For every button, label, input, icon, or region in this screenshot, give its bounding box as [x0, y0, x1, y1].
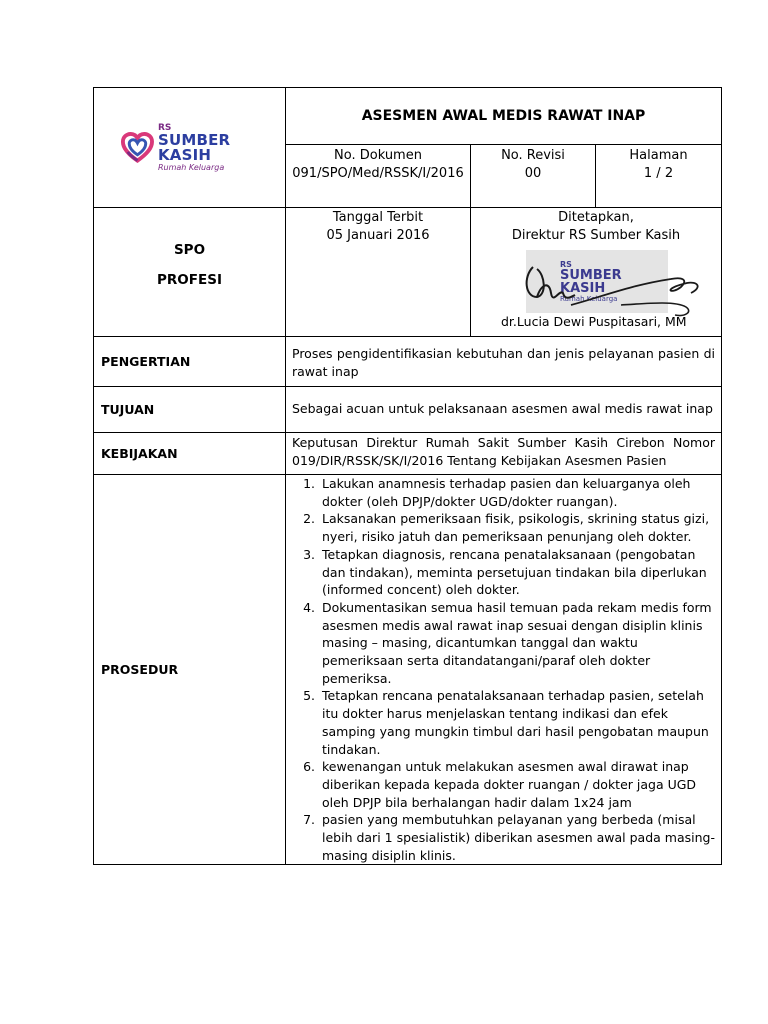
logo-cell [94, 88, 286, 208]
ditetapkan-cell [471, 208, 722, 337]
heart-logo-icon [120, 130, 155, 166]
kebijakan-label: KEBIJAKAN [101, 446, 178, 461]
tujuan-label-cell [94, 387, 286, 433]
tanggal-terbit-value: 05 Januari 2016 [326, 228, 430, 243]
no-dokumen-label: No. Dokumen [334, 148, 422, 163]
tujuan-label: TUJUAN [101, 402, 155, 417]
spo-document-table [93, 87, 722, 865]
prosedur-item: 6. kewenangan untuk melakukan asesmen awal dirawat inap diberikan kepada kepada dokter ruangan / dokter jaga UGD oleh DPJP bila berhalangan hadir dalam 1x24 jam [319, 758, 715, 811]
no-revisi-label: No. Revisi [501, 148, 565, 163]
logo-name: SUMBER KASIH [157, 130, 231, 164]
document-title-cell [286, 88, 722, 145]
hospital-logo [120, 124, 285, 172]
spo-label: SPO [173, 242, 206, 258]
pengertian-text: Proses pengidentifikasian kebutuhan dan jenis pelayanan pasien di rawat inap [292, 346, 715, 379]
prosedur-item: 2. Laksanakan pemeriksaan fisik, psikologis, skrining status gizi, nyeri, risiko jatuh dan pemeriksaan penunjang oleh dokter. [319, 510, 715, 545]
halaman-cell [596, 145, 722, 208]
spo-type-cell [94, 208, 286, 337]
ditetapkan-label: Ditetapkan, [558, 210, 634, 225]
tanggal-terbit-cell [286, 208, 471, 337]
prosedur-item: 7. pasien yang membutuhkan pelayanan yang berbeda (misal lebih dari 1 spesialistik) diberikan asesmen awal pada masing-masing disiplin klinis. [319, 811, 715, 864]
document-title: ASESMEN AWAL MEDIS RAWAT INAP [361, 108, 646, 124]
prosedur-item: 5. Tetapkan rencana penatalaksanaan terhadap pasien, setelah itu dokter harus menjelaskan tentang indikasi dan efek samping yang mungkin timbul dari hasil pengobatan maupun tindakan. [319, 687, 715, 758]
stamp-tagline: Rumah Keluarga [560, 294, 618, 303]
signer-name: dr.Lucia Dewi Puspitasari, MM [501, 314, 687, 329]
stamp-name: SUMBER KASIH [560, 267, 622, 296]
halaman-value: 1 / 2 [643, 166, 674, 181]
prosedur-item: 1. Lakukan anamnesis terhadap pasien dan keluarganya oleh dokter (oleh DPJP/dokter UGD/dokter ruangan). [319, 475, 715, 510]
no-revisi-value: 00 [524, 166, 542, 181]
profesi-label: PROFESI [157, 272, 222, 288]
prosedur-list [286, 475, 721, 864]
pengertian-label-cell [94, 337, 286, 387]
logo-rs: RS [157, 122, 172, 133]
no-dokumen-cell [286, 145, 471, 208]
tujuan-text-cell [286, 387, 722, 433]
prosedur-label-cell [94, 475, 286, 865]
prosedur-item: 4. Dokumentasikan semua hasil temuan pada rekam medis form asesmen medis awal rawat inap sesuai dengan disiplin klinis masing – masing, dicantumkan tanggal dan waktu pemeriksaan serta ditandatangani/paraf oleh dokter pemeriksa. [319, 599, 715, 688]
pengertian-text-cell [286, 337, 722, 387]
prosedur-item: 3. Tetapkan diagnosis, rencana penatalaksanaan (pengobatan dan tindakan), meminta persetujuan tindakan bila diperlukan (informed concent) oleh dokter. [319, 546, 715, 599]
tujuan-text: Sebagai acuan untuk pelaksanaan asesmen awal medis rawat inap [292, 401, 713, 416]
kebijakan-text-cell [286, 433, 722, 475]
pengertian-label: PENGERTIAN [101, 354, 191, 369]
no-revisi-cell [471, 145, 596, 208]
stamp-rs: RS [560, 259, 572, 269]
direktur-label: Direktur RS Sumber Kasih [511, 228, 681, 243]
prosedur-list-cell [286, 475, 722, 865]
no-dokumen-value: 091/SPO/Med/RSSK/I/2016 [292, 166, 464, 181]
logo-tagline: Rumah Keluarga [157, 162, 225, 172]
kebijakan-label-cell [94, 433, 286, 475]
prosedur-label: PROSEDUR [101, 662, 179, 678]
kebijakan-text: Keputusan Direktur Rumah Sakit Sumber Kasih Cirebon Nomor 019/DIR/RSSK/SK/I/2016 Tentang Kebijakan Asesmen Pasien [292, 435, 715, 468]
halaman-label: Halaman [629, 148, 688, 163]
tanggal-terbit-label: Tanggal Terbit [332, 210, 424, 225]
